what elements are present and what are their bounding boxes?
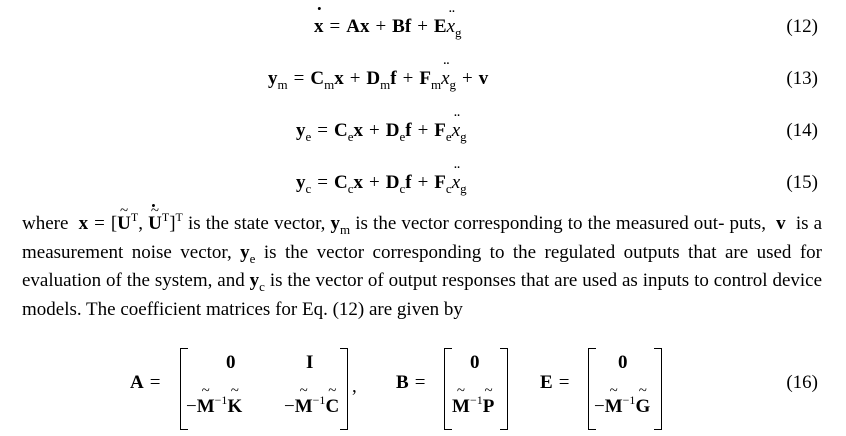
matrix-b-label: B <box>396 372 409 393</box>
bracket-right <box>654 348 662 430</box>
bracket-left <box>444 348 452 430</box>
equation-number: (14) <box>786 120 818 141</box>
equation-number: (13) <box>786 68 818 89</box>
bracket-right <box>340 348 348 430</box>
equation-15: $y_c = C_cx + D_cf$ + $F_c¨$ $x_g$ (15) <box>0 168 846 198</box>
equation-number: (12) <box>786 16 818 37</box>
body-paragraph: where x = [~ $U^T$, ~ ˙ $U^T]^T$ is the state vector, $y_m$ is the vector corresponding to the measured out- puts, v is a measurement noise vector, $y_e$ is the vector corresponding to the regulated outputs that are used for evaluation of the system, and $y_c$ is the vector of output responses that are used as inputs to control device models. The coefficient matrices for Eq. (12) are given by <box>22 210 822 324</box>
state-derivative: ˙ x <box>314 12 324 42</box>
bracket-right <box>500 348 508 430</box>
equation-number: (16) <box>786 372 818 393</box>
equation-13: $y_m = C_mx + D_mf$ + $F_m¨$ $x_g + v$ (13) <box>0 64 846 94</box>
equation-14: $y_e = C_ex + D_ef$ + $F_e¨$ $x_g$ (14) <box>0 116 846 146</box>
matrix-e-label: E <box>540 372 553 393</box>
equation-number: (15) <box>786 172 818 193</box>
matrix-a-label: A <box>130 372 144 393</box>
equation-12: ˙ x = Ax + Bf + E¨ $x_g$ (12) <box>0 12 846 42</box>
matrix-definitions: A = 0 I −~ $M^{-1}\sim$ K −~ $M^{-1}\sim$ C , B = 0 ~ $M^{-1}\sim$ P E = 0 −~ $M^{-1}\sim$ G (16) <box>0 342 846 432</box>
